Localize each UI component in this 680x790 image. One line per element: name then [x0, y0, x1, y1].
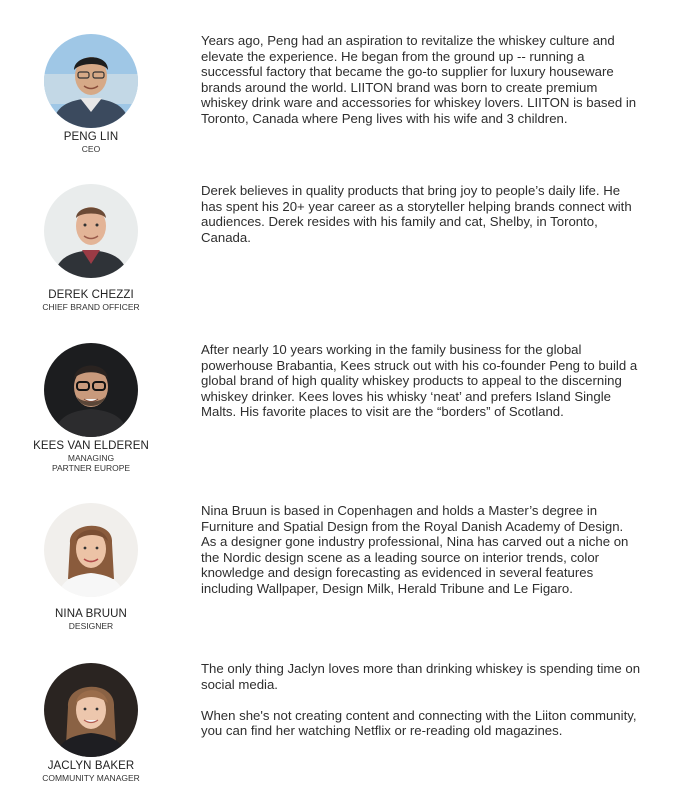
member-bio [201, 661, 641, 739]
avatar [44, 343, 138, 437]
bio-paragraph: Years ago, Peng had an aspiration to revitalize the whiskey culture and elevate the experience. He began from the ground up -- running a successful factory that became the go-to supplier for luxury houseware brands around the world. LIITON brand was born to create premium whiskey drink ware and accessories for whiskey lovers. LIITON is based in Toronto, Canada where Peng lives with his wife and 3 children. [201, 33, 637, 126]
portrait-photo [44, 503, 138, 597]
member-role: MANAGING [67, 453, 115, 463]
member-role: CEO [81, 144, 101, 154]
member-name: JACLYN BAKER [47, 760, 135, 772]
portrait-photo [44, 184, 138, 278]
bio-paragraph: Derek believes in quality products that bring joy to people’s daily life. He has spent his 20+ year career as a storyteller helping brands connect with audiences. Derek resides with his family and cat, Shelby, in Toronto, Canada. [201, 183, 632, 245]
bio-paragraph: Nina Bruun is based in Copenhagen and holds a Master’s degree in Furniture and Spatial Design from the Royal Danish Academy of Design. As a designer gone industry professional, Nina has carved out a niche on the Nordic design scene as a leading source on interior trends, color knowledge and design forecasting as evidenced in several features including Wallpaper, Design Milk, Herald Tribune and Le Figaro. [201, 503, 629, 596]
avatar [44, 503, 138, 597]
avatar [44, 663, 138, 757]
member-bio [201, 33, 641, 127]
member-role: CHIEF BRAND OFFICER [42, 302, 140, 312]
member-name: PENG LIN [63, 131, 119, 143]
member-name: NINA BRUUN [55, 608, 127, 620]
bio-paragraph: After nearly 10 years working in the family business for the global powerhouse Brabantia, Kees struck out with his co-founder Peng to build a global brand of high quality whiskey products to appeal to the discerning whiskey drinker. Kees loves his whisky ‘neat’ and prefers Island Single Malts. His favorite places to visit are the “borders” of Scotland. [201, 342, 638, 420]
member-role: COMMUNITY MANAGER [42, 773, 140, 783]
member-bio [201, 342, 641, 420]
bio-paragraph: The only thing Jaclyn loves more than drinking whiskey is spending time on social media. [201, 661, 641, 692]
portrait-photo [44, 34, 138, 128]
member-name: DEREK CHEZZI [48, 289, 134, 301]
member-bio [201, 183, 641, 245]
member-role: DESIGNER [68, 621, 114, 631]
portrait-photo [44, 343, 138, 437]
portrait-photo [44, 663, 138, 757]
avatar [44, 184, 138, 278]
member-bio [201, 503, 641, 597]
member-name: KEES VAN ELDEREN [33, 440, 149, 452]
avatar [44, 34, 138, 128]
member-role: PARTNER EUROPE [51, 463, 131, 473]
bio-paragraph: When she's not creating content and connecting with the Liiton community, you can find her watching Netflix or re-reading old magazines. [201, 707, 637, 739]
